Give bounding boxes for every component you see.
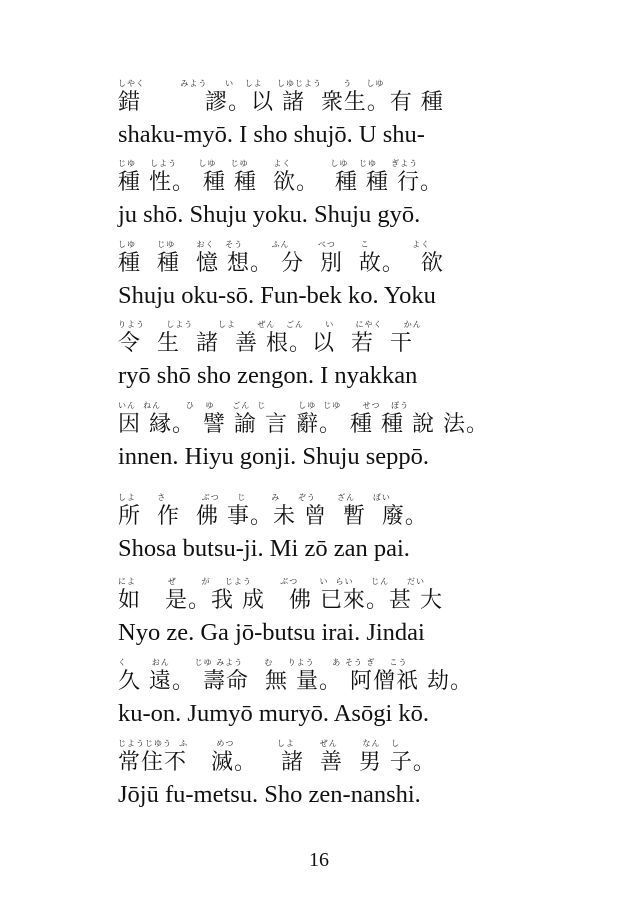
furigana-reading: じゆ しよう しゆ じゆ よく しゆ じゆ ぎよう	[118, 159, 419, 168]
kanji-text: 種 性。 種 種 欲。 種 種 行。	[118, 170, 443, 195]
romaji-text: shaku-myō. I sho shujō. U shu-	[118, 121, 425, 148]
furigana-reading: いん ねん ひ ゆ ごん じ しゆ じゆ せつ ぽう	[118, 401, 410, 410]
verse-line-8	[118, 657, 518, 729]
verse-line-2	[118, 158, 518, 230]
kanji-text: 久 遠。 壽命 無 量。 阿僧祇 劫。	[118, 669, 473, 694]
page-number: 16	[309, 849, 329, 871]
kanji-text: 錯 謬。以 諸 衆生。有 種	[118, 90, 444, 115]
kanji-text: 所 作 佛 事。未 曾 暫 廢。	[118, 504, 428, 529]
furigana-reading: りよう しよう しよ ぜん ごん い にやく かん	[118, 320, 422, 329]
kanji-text: 種 種 憶 想。 分 別 故。 欲	[118, 251, 444, 276]
romaji-text: Jōjū fu-metsu. Sho zen-nanshi.	[118, 781, 421, 808]
kanji-text: 因 縁。 譬 諭 言 辭。 種 種 說 法。	[118, 412, 489, 437]
romaji-text: Shosa butsu-ji. Mi zō zan pai.	[118, 535, 410, 562]
furigana-reading: によ ぜ が じよう ぶつ い らい じん だい	[118, 577, 425, 586]
verse-line-4	[118, 319, 518, 391]
verse-line-1	[118, 78, 518, 150]
verse-line-5	[118, 400, 518, 472]
verse-line-7	[118, 576, 518, 648]
romaji-text: ku-on. Jumyō muryō. Asōgi kō.	[118, 700, 430, 727]
kanji-text: 令 生 諸 善 根。以 若 干	[118, 331, 413, 356]
verse-line-6	[118, 492, 518, 564]
romaji-text: ryō shō sho zengon. I nyakkan	[118, 362, 418, 389]
kanji-text: 如 是。我 成 佛 已來。甚 大	[118, 588, 443, 613]
romaji-text: Nyo ze. Ga jō-butsu irai. Jindai	[118, 619, 425, 646]
furigana-reading: しよ さ ぶつ じ み ぞう ざん ばい	[118, 493, 391, 502]
romaji-text: innen. Hiyu gonji. Shuju seppō.	[118, 443, 430, 470]
furigana-reading: じようじゆう ふ めつ しよ ぜん なん し	[118, 739, 401, 748]
furigana-reading: しやく みよう い しよ しゆじよう う しゆ	[118, 79, 385, 88]
verse-line-3	[118, 239, 518, 311]
verse-line-9	[118, 738, 518, 810]
romaji-text: ju shō. Shuju yoku. Shuju gyō.	[118, 201, 421, 228]
furigana-reading: く おん じゆ みよう む りよう あ そう ぎ こう	[118, 658, 408, 667]
romaji-text: Shuju oku-sō. Fun-bek ko. Yoku	[118, 282, 436, 309]
kanji-text: 常住不 滅。 諸 善 男 子。	[118, 750, 436, 775]
furigana-reading: しゆ じゆ おく そう ふん べつ こ よく	[118, 240, 431, 249]
